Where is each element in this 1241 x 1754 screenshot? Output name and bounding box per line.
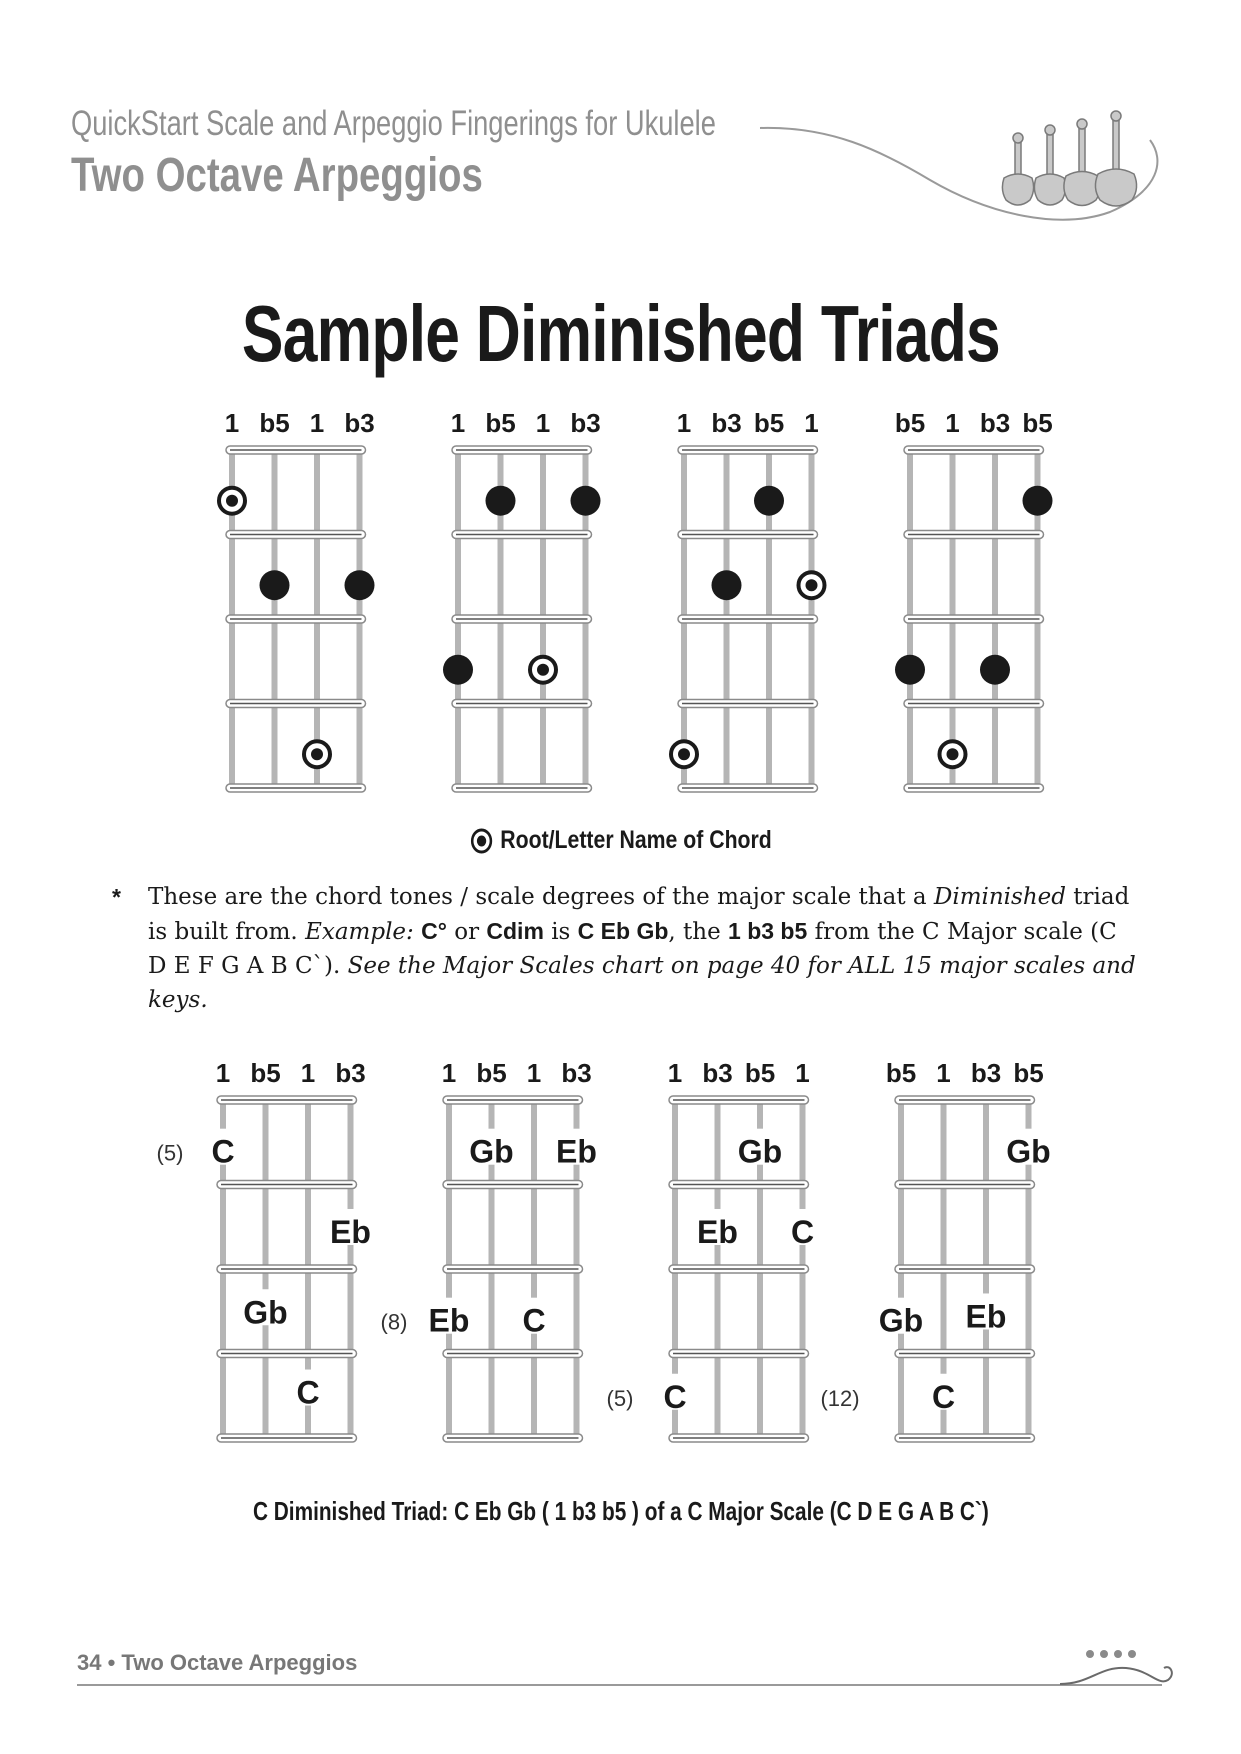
chord-diagram-3	[671, 408, 825, 792]
note-name: Gb	[469, 1133, 514, 1170]
root-dot-center	[537, 664, 549, 676]
degree-label: 1	[441, 1058, 457, 1088]
degree-label: 1	[936, 1058, 951, 1088]
degree-label: 1	[309, 408, 325, 438]
degree-label: 1	[676, 408, 692, 438]
footer-rule	[77, 1684, 1162, 1686]
section-title: Two Octave Arpeggios	[71, 149, 483, 202]
note-diagram-4	[820, 1058, 1050, 1442]
degree-label: b3	[702, 1058, 733, 1088]
degree-label: b3	[344, 408, 375, 438]
series-title: QuickStart Scale and Arpeggio Fingerings for Ukulele	[71, 104, 716, 143]
note-dot	[712, 570, 742, 600]
page-title: Sample Diminished Triads	[241, 289, 1000, 378]
degree-label: b5	[250, 1058, 281, 1088]
page-footer: 34 • Two Octave Arpeggios	[77, 1650, 358, 1675]
note-name: Eb	[330, 1213, 371, 1250]
root-dot-center	[806, 579, 818, 591]
note-dot	[345, 570, 375, 600]
chord-diagram-2	[443, 408, 601, 792]
degree-label: b3	[711, 408, 742, 438]
degree-label: 1	[535, 408, 551, 438]
note-dot	[895, 655, 925, 685]
note-name: C	[663, 1378, 687, 1415]
chord-diagram-1	[219, 408, 375, 792]
note-dot	[443, 655, 473, 685]
note-name: Eb	[697, 1213, 738, 1250]
degree-label: b5	[744, 1058, 776, 1088]
degree-label: 1	[795, 1058, 810, 1088]
legend-label: Root/Letter Name of Chord	[500, 826, 772, 854]
fret-position-label: (5)	[156, 1140, 184, 1166]
root-dot-center	[678, 748, 690, 760]
degree-label: 1	[450, 408, 466, 438]
bottom-chord-diagrams	[0, 1040, 1241, 1460]
degree-label: b5	[476, 1058, 507, 1088]
top-chord-diagrams	[0, 400, 1241, 810]
header-decoration	[0, 0, 1241, 240]
degree-label: b5	[753, 408, 785, 438]
note-diagram-2	[381, 1058, 597, 1442]
note-name: Gb	[1006, 1133, 1051, 1170]
fret-position-label: (12)	[820, 1385, 860, 1411]
explanation-note: * These are the chord tones / scale degrees of the major scale that a Diminished triad is built from. Example: C° or Cdim is C Eb Gb, the 1 b3 b5 from the C Major scale (C D E F G A B C`). See the Major Scales chart on page 40 for ALL 15 major scales and keys.	[112, 880, 1142, 1017]
note-dot	[486, 486, 516, 516]
note-name: Eb	[556, 1133, 597, 1170]
note-name: Gb	[878, 1302, 924, 1339]
note-dot	[754, 486, 784, 516]
degree-label: b3	[979, 408, 1011, 438]
degree-label: b5	[259, 408, 290, 438]
note-dot	[260, 570, 290, 600]
note-dot	[980, 655, 1010, 685]
degree-label: 1	[945, 408, 960, 438]
root-dot-center	[311, 748, 323, 760]
note-name: Eb	[965, 1298, 1007, 1335]
note-name: C	[931, 1378, 956, 1415]
degree-label: b3	[570, 408, 601, 438]
root-dot-center	[947, 748, 959, 760]
degree-label: b5	[1022, 408, 1053, 438]
degree-label: b3	[561, 1058, 592, 1088]
note-name: C	[296, 1374, 320, 1411]
degree-label: b5	[894, 408, 926, 438]
degree-label: 1	[526, 1058, 542, 1088]
note-name: Eb	[428, 1302, 470, 1339]
degree-label: b3	[970, 1058, 1002, 1088]
diagram-caption: C Diminished Triad: C Eb Gb ( 1 b3 b5 ) of a C Major Scale (C D E G A B C`)	[252, 1496, 989, 1526]
degree-label: b5	[885, 1058, 917, 1088]
note-name: C	[790, 1213, 815, 1250]
footer-ornament	[1060, 1640, 1180, 1700]
degree-label: b5	[485, 408, 516, 438]
chord-diagram-4	[895, 408, 1053, 792]
root-dot-center	[226, 495, 238, 507]
degree-label: b3	[335, 1058, 366, 1088]
degree-label: b5	[1013, 1058, 1044, 1088]
root-circle-icon	[469, 827, 493, 855]
note-diagram-1	[157, 1058, 371, 1442]
legend	[0, 826, 1241, 862]
degree-label: 1	[667, 1058, 683, 1088]
note-dot	[571, 486, 601, 516]
degree-label: 1	[224, 408, 240, 438]
fret-position-label: (5)	[606, 1385, 634, 1411]
degree-label: 1	[804, 408, 819, 438]
footnote-star: *	[112, 884, 121, 910]
note-name: C	[522, 1302, 546, 1339]
degree-label: 1	[300, 1058, 316, 1088]
ukulele-icons	[1002, 111, 1136, 206]
note-name: C	[211, 1133, 235, 1170]
note-name: Gb	[243, 1294, 288, 1331]
note-name: Gb	[737, 1133, 783, 1170]
fret-position-label: (8)	[380, 1309, 408, 1335]
note-dot	[1023, 486, 1053, 516]
degree-label: 1	[215, 1058, 231, 1088]
note-diagram-3	[607, 1058, 823, 1442]
